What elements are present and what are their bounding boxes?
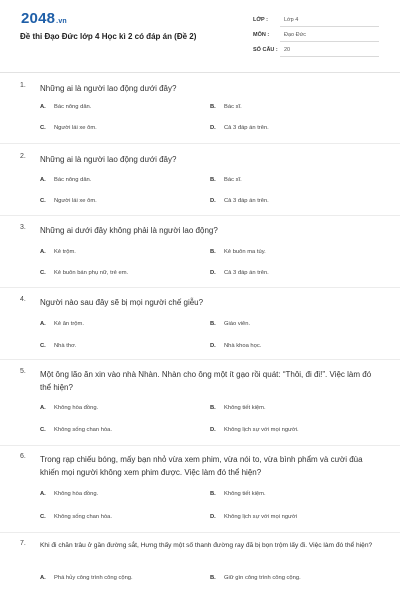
question-divider bbox=[0, 445, 400, 446]
option-d[interactable]: D. Nhà khoa học. bbox=[210, 343, 262, 349]
option-b[interactable]: B. Bác sĩ. bbox=[210, 104, 242, 110]
question-text: Những ai là người lao động dưới đây? bbox=[40, 84, 177, 93]
option-b[interactable]: B. Không tiết kiệm. bbox=[210, 491, 266, 497]
question-text: Những ai dưới đây không phải là người lao động? bbox=[40, 226, 218, 235]
question-text: Người nào sau đây sẽ bị mọi người chế giễu? bbox=[40, 298, 204, 307]
question-number: 3. bbox=[20, 224, 26, 231]
option-b[interactable]: B. Giữ gìn công trình công cộng. bbox=[210, 575, 301, 581]
option-a[interactable]: A. Không hòa đồng. bbox=[40, 491, 99, 497]
option-a[interactable]: A. Phá hủy công trình công cộng. bbox=[40, 575, 133, 581]
question-text: Khi đi chăn trâu ở gần đường sắt, Hưng thấy một số thanh đường ray đã bị bọn trộm lấy đi. Việc làm đó thể hiện? bbox=[40, 542, 373, 549]
option-d[interactable]: D. Cả 3 đáp án trên. bbox=[210, 270, 269, 276]
option-a[interactable]: A. Kẻ trộm. bbox=[40, 249, 76, 255]
meta-label: MÔN : bbox=[253, 32, 270, 38]
option-d[interactable]: D. Cả 3 đáp án trên. bbox=[210, 198, 269, 204]
question-number: 5. bbox=[20, 368, 26, 375]
option-d[interactable]: D. Không lịch sự với mọi người bbox=[210, 514, 298, 520]
question-divider bbox=[0, 287, 400, 288]
document-header bbox=[0, 0, 400, 72]
option-b[interactable]: B. Kẻ buôn ma túy. bbox=[210, 249, 266, 255]
option-a[interactable]: A. Bác nông dân. bbox=[40, 177, 92, 183]
question-text: Một ông lão ăn xin vào nhà Nhàn. Nhàn cho ông một ít gạo rồi quát: “Thôi, đi đi!”. Việc làm đó thể hiện? bbox=[40, 370, 372, 392]
option-c[interactable]: C. Người lái xe ôm. bbox=[40, 125, 97, 131]
option-a[interactable]: A. Kẻ ăn trộm. bbox=[40, 321, 84, 327]
document-title: Đề thi Đạo Đức lớp 4 Học kì 2 có đáp án (Đề 2) bbox=[20, 32, 197, 41]
option-b[interactable]: B. Giáo viên. bbox=[210, 321, 251, 327]
option-a[interactable]: A. Không hòa đồng. bbox=[40, 405, 99, 411]
question-text: Trong rạp chiếu bóng, mấy bạn nhỏ vừa xem phim, vừa nói to, vừa bình phẩm và cười đùa khiến mọi người không xem phim được. Việc làm đó thể hiện? bbox=[40, 455, 363, 477]
meta-value: Lớp 4 bbox=[284, 17, 299, 23]
header-divider bbox=[0, 72, 400, 73]
meta-divider bbox=[280, 56, 379, 57]
option-d[interactable]: D. Cả 3 đáp án trên. bbox=[210, 125, 269, 131]
question-divider bbox=[0, 359, 400, 360]
option-b[interactable]: B. Bác sĩ. bbox=[210, 177, 242, 183]
option-d[interactable]: D. Không lịch sự với mọi người. bbox=[210, 427, 299, 433]
meta-divider bbox=[280, 26, 379, 27]
option-c[interactable]: C. Nhà thơ. bbox=[40, 343, 77, 349]
option-c[interactable]: C. Không sống chan hòa. bbox=[40, 427, 113, 433]
meta-value: Đạo Đức bbox=[284, 32, 307, 38]
meta-label: LỚP : bbox=[253, 17, 268, 23]
question-number: 4. bbox=[20, 296, 26, 303]
question-number: 2. bbox=[20, 153, 26, 160]
option-c[interactable]: C. Người lái xe ôm. bbox=[40, 198, 97, 204]
site-logo[interactable]: 2048.vn bbox=[21, 10, 67, 27]
meta-value: 20 bbox=[284, 47, 291, 53]
meta-divider bbox=[280, 41, 379, 42]
option-c[interactable]: C. Kẻ buôn bán phụ nữ, trẻ em. bbox=[40, 270, 129, 276]
question-divider bbox=[0, 215, 400, 216]
option-c[interactable]: C. Không sống chan hòa. bbox=[40, 514, 113, 520]
question-divider bbox=[0, 532, 400, 533]
question-text: Những ai là người lao động dưới đây? bbox=[40, 155, 177, 164]
option-a[interactable]: A. Bác nông dân. bbox=[40, 104, 92, 110]
meta-label: SỐ CÂU : bbox=[253, 47, 278, 53]
option-b[interactable]: B. Không tiết kiệm. bbox=[210, 405, 266, 411]
question-number: 1. bbox=[20, 82, 26, 89]
question-number: 7. bbox=[20, 540, 26, 547]
question-divider bbox=[0, 143, 400, 144]
question-number: 6. bbox=[20, 453, 26, 460]
